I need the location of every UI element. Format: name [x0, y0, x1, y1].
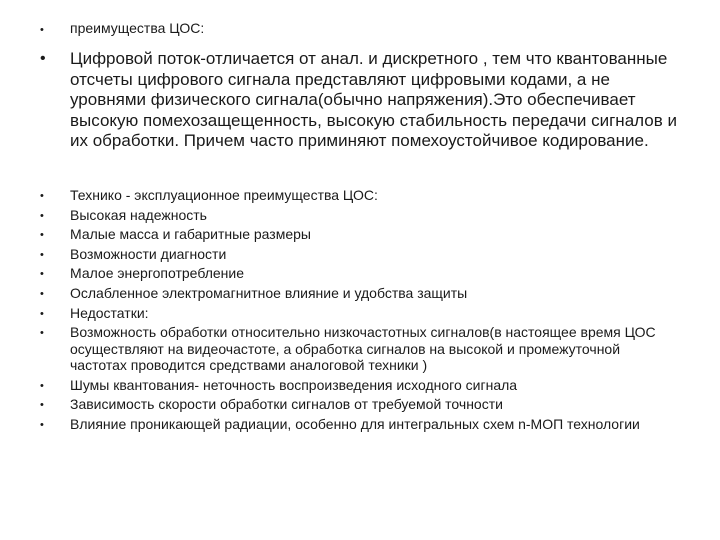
bullet-icon: •	[40, 379, 44, 392]
list-item	[40, 324, 680, 373]
list-item	[40, 246, 680, 262]
list-item-text: Цифровой поток-отличается от анал. и дискретного , тем что квантованные отсчеты цифрового сигнала представляют цифровыми кодами, а не уровнями физического сигнала(обычно напряжения).Это обеспечивает высокую помехозащещенность, высокую стабильность передачи сигналов и их обработки. Причем часто приминяют помехоустойчивое кодирование.	[70, 49, 677, 150]
top-bullet-list	[40, 20, 680, 152]
bullet-icon: •	[40, 24, 44, 36]
bullet-icon: •	[40, 307, 44, 320]
list-item	[40, 265, 680, 281]
list-item-text: Возможность обработки относительно низкочастотных сигналов(в настоящее время ЦОС осуществляют на видеочастоте, а обработка сигналов на высокой и промежуточной частотах проводится средствами аналоговой техники )	[70, 324, 656, 373]
list-item	[40, 20, 680, 37]
list-item-text: Малые масса и габаритные размеры	[70, 226, 311, 243]
list-item	[40, 207, 680, 223]
bullet-icon: •	[40, 287, 44, 300]
bottom-bullet-list	[40, 187, 680, 435]
list-item-text: Зависимость скорости обработки сигналов от требуемой точности	[70, 396, 503, 413]
bullet-icon: •	[40, 229, 44, 242]
list-item-text: Технико - эксплуационное преимущества ЦОС:	[70, 187, 378, 203]
list-item	[40, 305, 680, 321]
list-item-text: Ослабленное электромагнитное влияние и удобства защиты	[70, 284, 468, 301]
list-item	[40, 396, 680, 412]
list-item	[40, 226, 680, 242]
list-item-text: Высокая надежность	[70, 206, 207, 223]
list-item	[40, 416, 680, 432]
list-item-text: Недостатки:	[70, 304, 149, 321]
bullet-icon: •	[40, 50, 46, 67]
list-item	[40, 187, 680, 203]
list-item-text: Влияние проникающей радиации, особенно для интегральных схем n-МОП технологии	[70, 415, 640, 432]
bullet-icon: •	[40, 399, 44, 412]
bullet-icon: •	[40, 418, 44, 431]
list-item	[40, 49, 680, 152]
list-item-text: Возможности диагности	[70, 245, 227, 262]
list-item	[40, 285, 680, 301]
bullet-icon: •	[40, 190, 44, 202]
bullet-icon: •	[40, 209, 44, 222]
bullet-icon: •	[40, 327, 44, 340]
list-item-text: Малое энергопотребление	[70, 265, 244, 282]
list-item	[40, 377, 680, 393]
bullet-icon: •	[40, 248, 44, 261]
bullet-icon: •	[40, 268, 44, 281]
list-item-text: Шумы квантования- неточность воспроизведения исходного сигнала	[70, 376, 518, 393]
list-item-text: преимущества ЦОС:	[70, 20, 205, 36]
